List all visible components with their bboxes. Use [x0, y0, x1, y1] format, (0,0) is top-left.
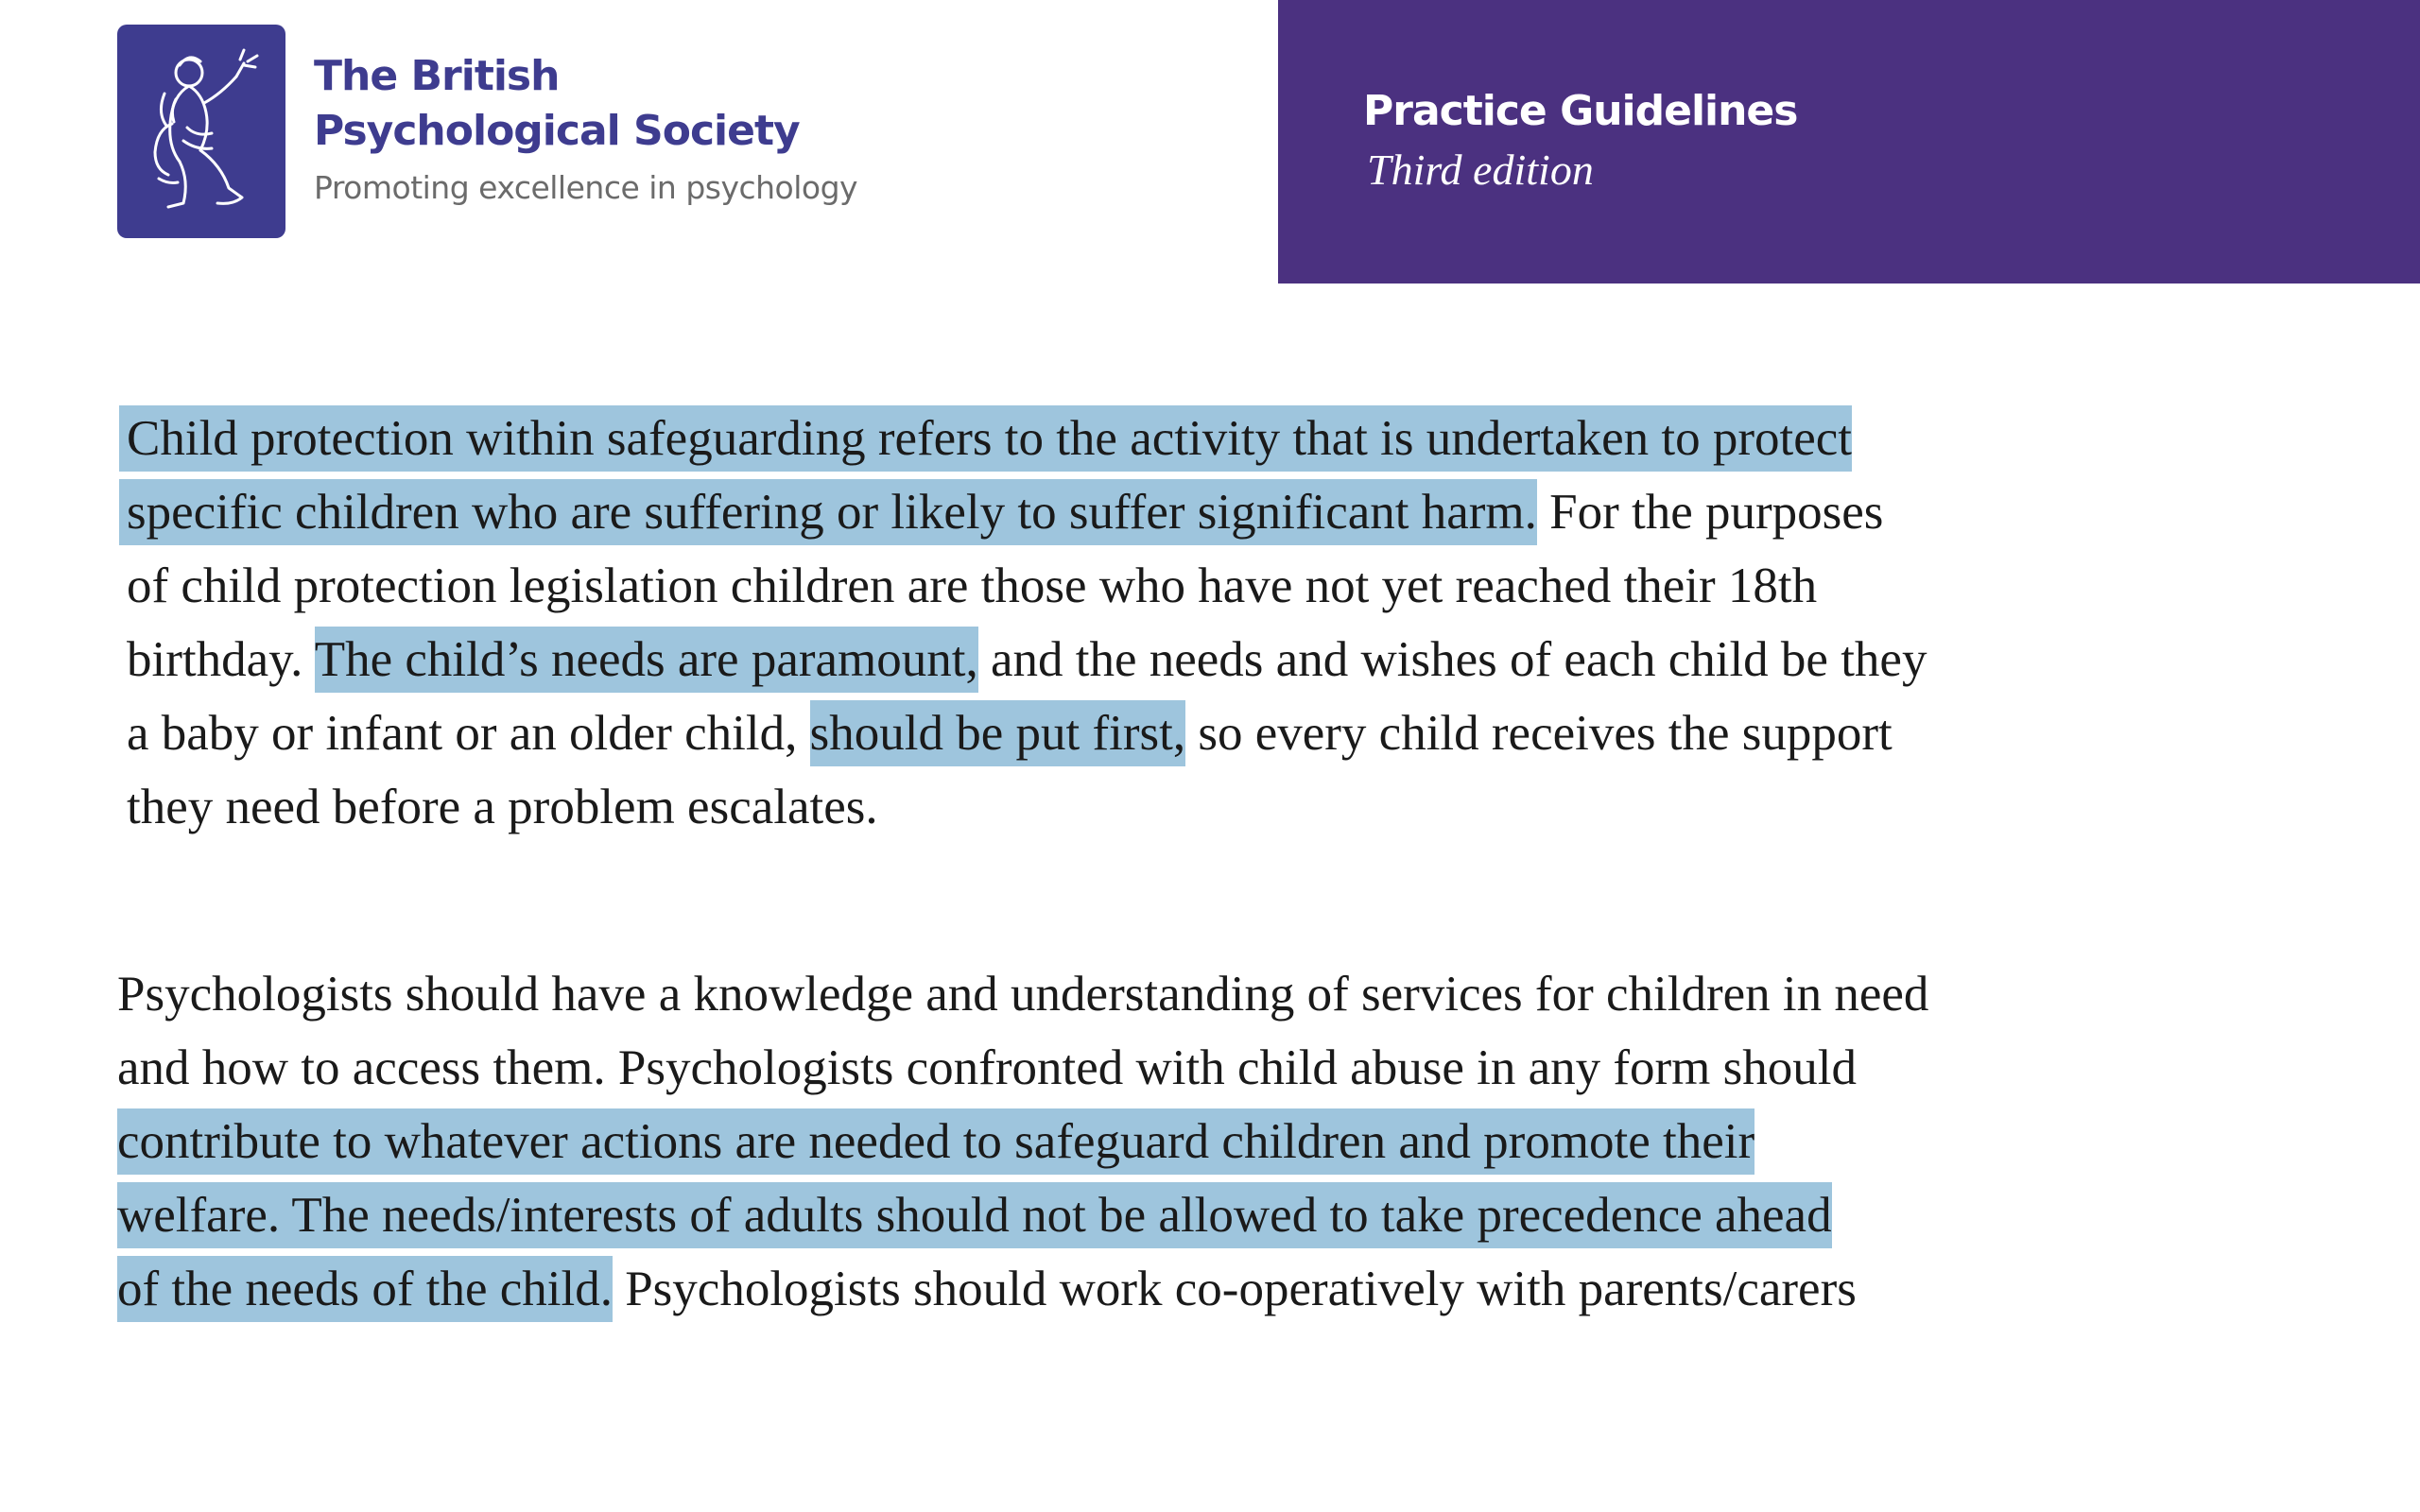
- body-text: they need before a problem escalates.: [127, 780, 878, 834]
- org-name-line-2: Psychological Society: [314, 107, 800, 155]
- highlighted-text: Child protection within safeguarding refers to the activity that is undertaken to protect: [119, 405, 1852, 472]
- highlighted-text: welfare. The needs/interests of adults should not be allowed to take precedence ahead: [117, 1182, 1832, 1248]
- text-line: [127, 770, 1927, 844]
- body-text: a baby or infant or an older child,: [127, 706, 810, 761]
- paragraph-psychologists-duties: [117, 957, 1928, 1326]
- body-text: and how to access them. Psychologists confronted with child abuse in any form should: [117, 1040, 1857, 1095]
- text-line: [117, 1252, 1928, 1326]
- highlighted-text: of the needs of the child.: [117, 1256, 613, 1322]
- bps-logo: [117, 25, 857, 238]
- body-text: and the needs and wishes of each child be they: [977, 632, 1927, 687]
- body-text: birthday.: [127, 632, 315, 687]
- text-line: [127, 549, 1927, 623]
- highlighted-text: specific children who are suffering or likely to suffer significant harm.: [119, 479, 1537, 545]
- text-line: [127, 623, 1927, 696]
- text-line: [127, 475, 1927, 549]
- org-name-line-1: The British: [314, 52, 560, 100]
- body-text: so every child receives the support: [1185, 706, 1893, 761]
- body-text: Psychologists should work co-operatively with parents/carers: [612, 1262, 1857, 1316]
- body-text: Psychologists should have a knowledge and understanding of services for children in need: [117, 967, 1929, 1022]
- text-line: [117, 957, 1928, 1031]
- banner-title: Practice Guidelines: [1363, 87, 1798, 135]
- text-line: [117, 1031, 1928, 1105]
- org-tagline: Promoting excellence in psychology: [314, 169, 858, 206]
- text-line: [127, 696, 1927, 770]
- highlighted-text: The child’s needs are paramount,: [315, 627, 978, 693]
- banner-subtitle: Third edition: [1367, 146, 1594, 194]
- bps-minerva-emblem-icon: [117, 25, 285, 238]
- bps-logo-text: [314, 25, 857, 212]
- document-banner: [1278, 0, 2420, 284]
- paragraph-child-protection: [127, 402, 1927, 844]
- text-line: [117, 1178, 1928, 1252]
- body-text: of child protection legislation children are those who have not yet reached their 18th: [127, 558, 1818, 613]
- highlighted-text: contribute to whatever actions are needed to safeguard children and promote their: [117, 1108, 1754, 1175]
- text-line: [127, 402, 1927, 475]
- highlighted-text: should be put first,: [810, 700, 1185, 766]
- text-line: [117, 1105, 1928, 1178]
- body-text: For the purposes: [1536, 485, 1884, 540]
